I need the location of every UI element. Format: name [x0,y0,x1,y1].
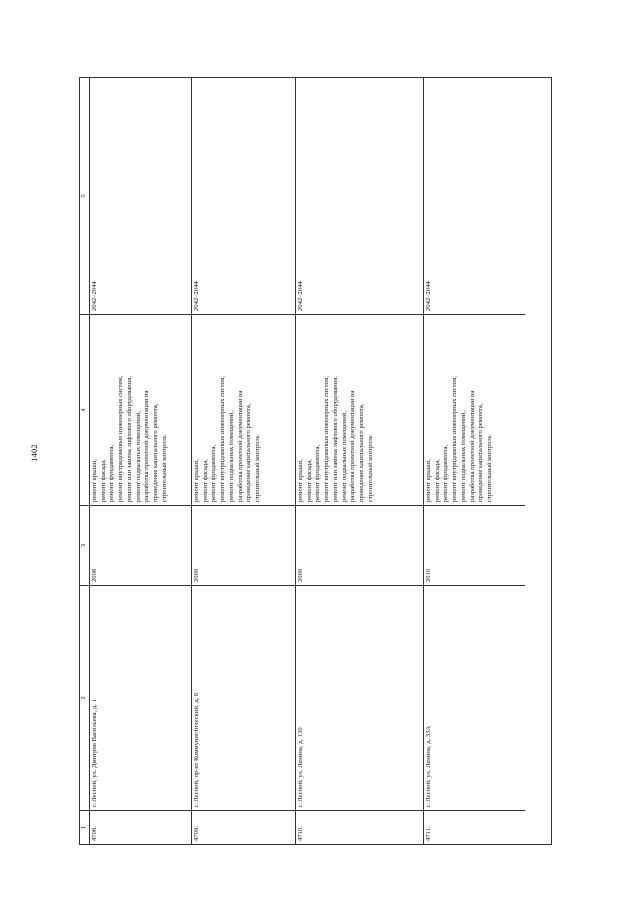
works-cell [90,314,192,505]
table-frame [79,77,552,845]
row-number: 4711. [424,810,525,844]
work-item: разработка проектной документации на [349,390,357,502]
row-number: 4708. [90,810,192,844]
work-item: ремонт внутридомовых инженерных систем, [117,375,125,502]
year-cell: 2009 [192,505,296,585]
address-cell: г. Лесной, ул. Ленина, д. 33А [424,585,525,810]
work-item: ремонт подвальных помещений, [134,411,142,502]
work-item: строительный контроль [160,435,168,502]
work-item: проведение капитального ремонта, [151,403,159,502]
work-item: разработка проектной документации на [143,390,151,502]
address-cell: г. Лесной, ул. Дмитрия Васильева, д. 1 [90,585,192,810]
work-item: проведение капитального ремонта, [357,403,365,502]
header-col-5: 5 [80,78,90,314]
work-item: ремонт фасада, [99,459,107,502]
work-item: ремонт крыши, [297,459,304,502]
header-col-1: 1 [80,810,90,844]
work-item: ремонт фундамента, [314,444,322,502]
works-cell [296,314,424,505]
work-item: ремонт внутридомовых инженерных систем, [219,375,227,502]
work-item: разработка проектной документации на [236,390,244,502]
work-item: ремонт внутридомовых инженерных систем, [323,375,331,502]
work-item: проведение капитального ремонта, [477,403,485,502]
works-cell [424,314,525,505]
works-cell [192,314,296,505]
repair-schedule-table [79,77,552,845]
period-cell: 2042–2044 [192,78,296,314]
work-item: ремонт крыши, [91,459,98,502]
work-item: ремонт подвальных помещений, [340,411,348,502]
period-cell: 2042–2044 [90,78,192,314]
header-col-2: 2 [80,585,90,810]
work-item: ремонт или замена лифтового оборудования, [331,376,339,502]
header-col-4: 4 [80,314,90,505]
period-cell: 2042–2044 [296,78,424,314]
work-item: строительный контроль [485,435,493,502]
address-cell: г. Лесной, пр-кт Коммунистический, д. 6 [192,585,296,810]
work-item: ремонт фундамента, [108,444,116,502]
work-item: строительный контроль [253,435,261,502]
work-item: ремонт фундамента, [442,444,450,502]
work-item: разработка проектной документации на [468,390,476,502]
work-item: строительный контроль [366,435,374,502]
work-item: ремонт внутридомовых инженерных систем, [451,375,459,502]
period-cell: 2042–2044 [425,281,432,311]
year-cell: 2010 [424,505,525,585]
work-item: проведение капитального ремонта, [245,403,253,502]
address-cell: г. Лесной, ул. Ленина, д. 130 [296,585,424,810]
work-item: ремонт фасада, [201,459,209,502]
work-item: ремонт фасада, [433,459,441,502]
work-item: ремонт крыши, [193,459,200,502]
work-item: ремонт подвальных помещений, [227,411,235,502]
page-number-area [0,0,68,905]
header-col-3: 3 [80,505,90,585]
work-item: ремонт или замена лифтового оборудования, [125,376,133,502]
year-cell: 2009 [296,505,424,585]
year-cell: 2008 [90,505,192,585]
row-number: 4710. [296,810,424,844]
work-item: ремонт подвальных помещений, [459,411,467,502]
page-number: 1402 [29,443,39,462]
work-item: ремонт фасада, [305,459,313,502]
row-number: 4709. [192,810,296,844]
work-item: ремонт фундамента, [210,444,218,502]
work-item: ремонт крыши, [425,459,432,502]
